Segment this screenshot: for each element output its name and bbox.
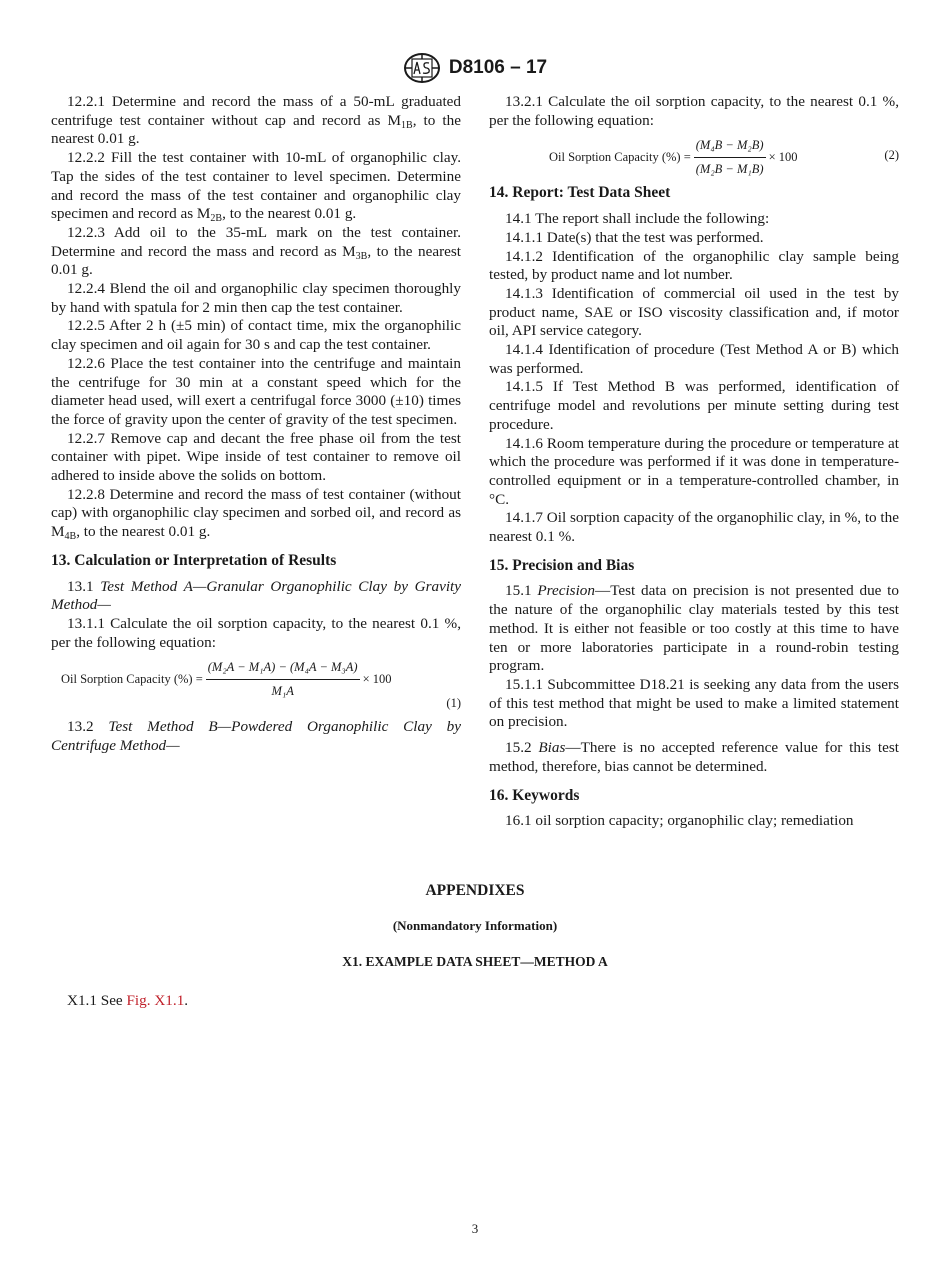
equation-1-multiplier: × 100 [362, 672, 392, 687]
paragraph-13-2-1: 13.2.1 Calculate the oil sorption capacity, to the nearest 0.1 %, per the following equation: [489, 93, 899, 129]
figure-x1-1-link[interactable]: Fig. X1.1 [126, 992, 185, 1009]
equation-2-multiplier: × 100 [768, 150, 798, 165]
appendix-title: APPENDIXES [425, 882, 525, 899]
paragraph-13-2: 13.2 Test Method B—Powdered Organophilic Clay by Centrifuge Method— [51, 718, 461, 755]
paragraph-14-1-3: 14.1.3 Identification of commercial oil used in the test by product name, SAE or ISO viscosity classification and, if motor oil, API service category. [489, 284, 899, 340]
paragraph-12-2-3: 12.2.3 Add oil to the 35-mL mark on the test container. Determine and record the mass and record as $M_{3B}$, to the nearest 0.01 g. [51, 223, 461, 279]
paragraph-14-1-2: 14.1.2 Identification of the organophilic clay sample being tested, by product name and lot number. [489, 247, 899, 284]
paragraph-14-1-1: 14.1.1 Date(s) that the test was performed. [505, 228, 764, 246]
section-14-heading: 14. Report: Test Data Sheet [489, 184, 671, 202]
equation-1 [51, 658, 461, 712]
paragraph-15-1: 15.1 Precision—Test data on precision is not presented due to the nature of the organophilic clay materials tested by this test method. It is either not feasible or too costly at this time to have ten or more laboratories participate in a round-robin testing program. [489, 582, 899, 675]
equation-1-lhs: Oil Sorption Capacity (%) = [61, 672, 203, 687]
paragraph-12-2-8: 12.2.8 Determine and record the mass of test container (without cap) with organophilic clay specimen and sorbed oil, and record as $M_{4B}$, to the nearest 0.01 g. [51, 485, 461, 543]
paragraph-15-1-1: 15.1.1 Subcommittee D18.21 is seeking any data from the users of this test method that might be used to make a limited statement on precision. [489, 675, 899, 731]
equation-2-lhs: Oil Sorption Capacity (%) = [549, 150, 691, 165]
equation-1-denominator: M₁A [271, 684, 294, 699]
equation-2-denominator: (M₂B − M₁B) [695, 162, 764, 177]
equation-2-number: (2) [884, 148, 899, 163]
page-header [0, 52, 950, 86]
equation-1-numerator: (M₂A − M₁A) − (M₄A − M₃A) [206, 658, 360, 680]
paragraph-12-2-6: 12.2.6 Place the test container into the centrifuge and maintain the centrifuge for 30 min at a constant speed which for the diameter head used, will exert a centrifugal force 3000 (±10) times the force of gravity upon the center of gravity of the test specimen. [51, 354, 461, 428]
right-column [489, 93, 899, 831]
paragraph-12-2-1: 12.2.1 Determine and record the mass of a 50-mL graduated centrifuge test container without cap and record as $M_{1B}$, to the nearest 0.01 g. [51, 93, 461, 148]
astm-logo-icon [403, 52, 441, 84]
section-15-heading: 15. Precision and Bias [489, 556, 635, 574]
section-16-heading: 16. Keywords [489, 786, 580, 804]
paragraph-13-1-1: 13.1.1 Calculate the oil sorption capacity, to the nearest 0.1 %, per the following equation: [51, 614, 461, 651]
paragraph-12-2-2: 12.2.2 Fill the test container with 10-mL of organophilic clay. Tap the sides of the test container to level specimen. Determine and record the mass of the test container and organophilic clay specimen and record as $M_{2B}$, to the nearest 0.01 g. [51, 149, 461, 225]
paragraph-14-1-4: 14.1.4 Identification of procedure (Test Method A or B) which was performed. [489, 341, 899, 377]
paragraph-16-1: 16.1 oil sorption capacity; organophilic clay; remediation [505, 812, 854, 830]
paragraph-13-1: 13.1 Test Method A—Granular Organophilic Clay by Gravity Method— [51, 577, 461, 614]
left-column [51, 93, 461, 756]
paragraph-14-1-7: 14.1.7 Oil sorption capacity of the organophilic clay, in %, to the nearest 0.1 %. [489, 509, 899, 546]
equation-1-number: (1) [446, 695, 461, 710]
appendix-x1-title: X1. EXAMPLE DATA SHEET—METHOD A [342, 954, 608, 969]
paragraph-14-1-6: 14.1.6 Room temperature during the procedure or temperature at which the procedure was performed if it was done in temperature-controlled equipment or in a temperature-controlled chamber, in °C. [489, 434, 899, 508]
paragraph-x1-1: X1.1 See Fig. X1.1. [67, 992, 189, 1009]
page-number: 3 [471, 1221, 479, 1236]
paragraph-14-1-5: 14.1.5 If Test Method B was performed, identification of centrifuge model and revolutions per minute setting during test procedure. [489, 378, 899, 433]
appendix-subtitle: (Nonmandatory Information) [392, 918, 558, 933]
section-13-heading: 13. Calculation or Interpretation of Results [51, 551, 337, 569]
paragraph-12-2-4: 12.2.4 Blend the oil and organophilic clay specimen thoroughly by hand with spatula for 2 min then cap the test container. [51, 280, 461, 316]
equation-2-numerator: (M₄B − M₂B) [694, 136, 766, 158]
paragraph-12-2-5: 12.2.5 After 2 h (±5 min) of contact time, mix the organophilic clay specimen and oil again for 30 s and cap the test container. [51, 317, 461, 354]
paragraph-12-2-7: 12.2.7 Remove cap and decant the free phase oil from the test container with pipet. Wipe inside of test container to remove oil adhered to inside above the solids on bottom. [51, 429, 461, 485]
equation-2-fraction [694, 136, 766, 178]
document-designation: D8106 – 17 [448, 57, 548, 78]
equation-1-fraction [206, 658, 360, 700]
paragraph-15-2: 15.2 Bias—There is no accepted reference value for this test method, therefore, bias cannot be determined. [489, 739, 899, 775]
paragraph-14-1: 14.1 The report shall include the following: [505, 210, 770, 228]
equation-2 [489, 136, 899, 177]
